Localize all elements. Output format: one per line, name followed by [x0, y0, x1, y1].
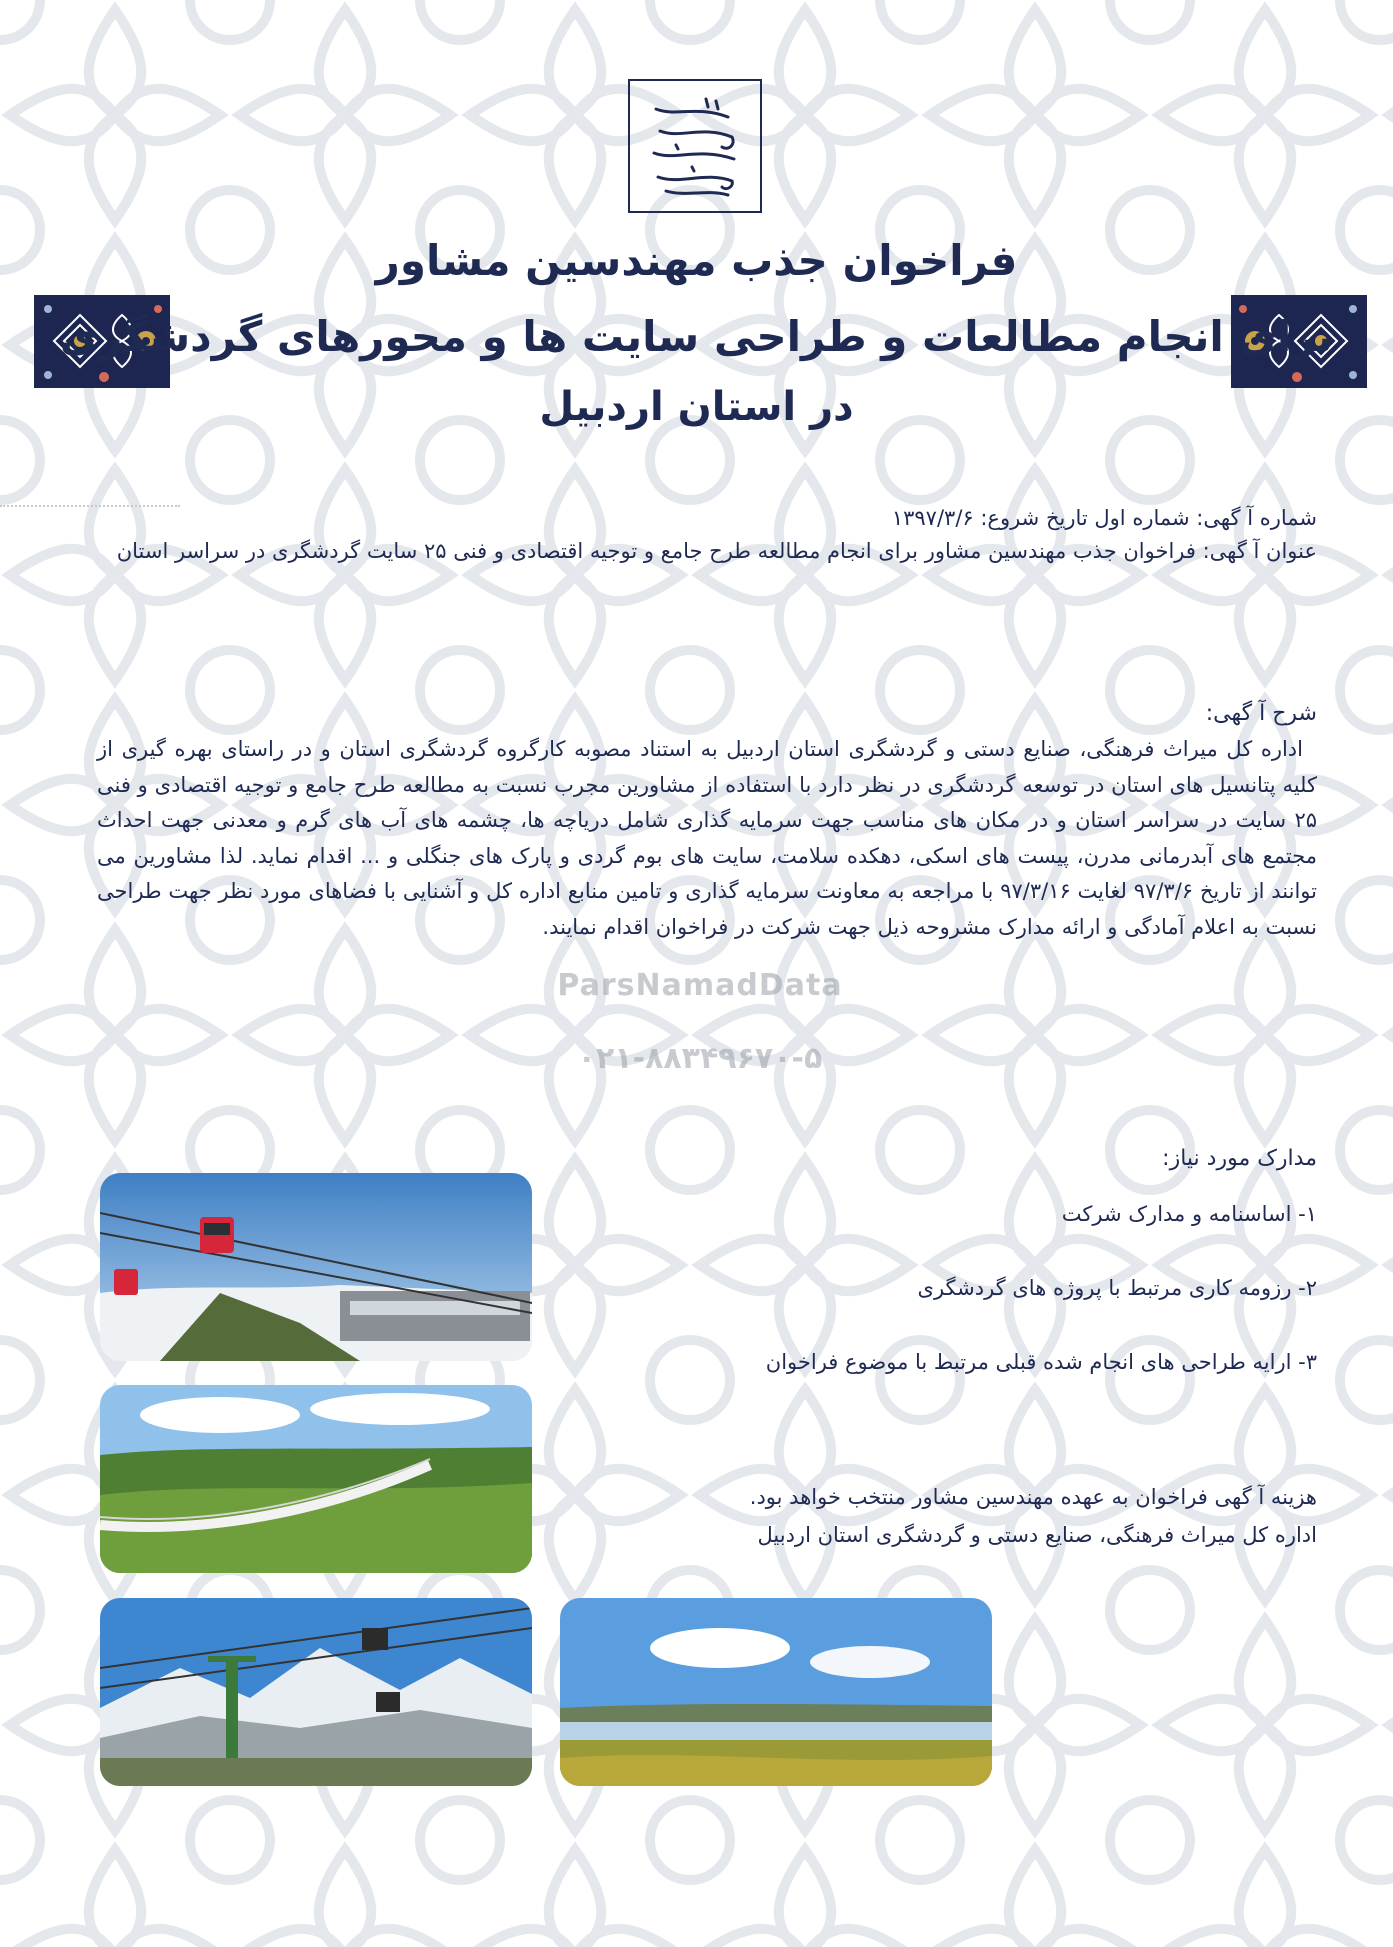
- photo-suspension-bridge: [100, 1385, 532, 1573]
- title-line-3: در استان اردبیل: [539, 384, 854, 430]
- photo-lake: [560, 1598, 992, 1786]
- list-item: ۲- رزومه کاری مرتبط با پروژه های گردشگری: [917, 1276, 1317, 1300]
- title-line-1: فراخوان جذب مهندسین مشاور: [375, 236, 1018, 285]
- photo-gondola: [100, 1173, 532, 1361]
- notice-meta: [97, 502, 1317, 568]
- description-title: شرح آ گهی:: [1205, 701, 1317, 726]
- list-item: ۱- اساسنامه و مدارک شرکت: [1061, 1202, 1317, 1226]
- signature-line: اداره کل میراث فرهنگی، صنایع دستی و گردشگری استان اردبیل: [757, 1523, 1317, 1547]
- footer-note: [677, 1478, 1317, 1554]
- notice-number: شماره آ گهی: شماره اول تاریخ شروع: ۱۳۹۷/۳/۶: [891, 506, 1317, 530]
- photo-chairlift: [100, 1598, 532, 1786]
- watermark: [510, 968, 890, 1076]
- watermark-phone: ۰۲۱-۸۸۳۴۹۶۷۰-۵: [577, 1041, 823, 1076]
- watermark-brand: ParsNamadData: [557, 968, 843, 1003]
- calligraphy-logo-icon: [636, 87, 754, 205]
- organization-logo: [628, 79, 762, 213]
- notice-subject: عنوان آ گهی: فراخوان جذب مهندسین مشاور برای انجام مطالعه طرح جامع و توجیه اقتصادی و فنی ۲۵ سایت گردشگری در سراسر استان: [116, 539, 1317, 563]
- list-item: ۳- ارایه طراحی های انجام شده قبلی مرتبط با موضوع فراخوان: [765, 1350, 1317, 1374]
- description-body: اداره کل میراث فرهنگی، صنایع دستی و گردشگری استان اردبیل به استناد مصوبه کارگروه گردشگری استان و در راستای بهره گیری از کلیه پتانسیل های استان در توسعه گردشگری در نظر دارد با استفاده از مشاورین مجرب نسبت به مطالعه طرح جامع و توجیه اقتصادی و فنی ۲۵ سایت در سراسر استان و در مکان های مناسب جهت سرمایه گذاری شامل دریاچه ها، چشمه های آب های گرم و معدنی جهت احداث مجتمع های آبدرمانی مدرن، پیست های اسکی، دهکده سلامت، سایت های بوم گردی و پارک های جنگلی و ... اقدام نماید. لذا مشاورین می توانند از تاریخ ۹۷/۳/۶ لغایت ۹۷/۳/۱۶ با مراجعه به معاونت سرمایه گذاری و تامین منابع اداره کل و آشنایی با فضاهای مورد نظر جهت طراحی نسبت به اعلام آمادگی و ارائه مدارک مشروحه ذیل جهت شرکت در فراخوان اقدام نمایند.: [97, 737, 1317, 939]
- cost-line: هزینه آ گهی فراخوان به عهده مهندسین مشاور منتخب خواهد بود.: [749, 1485, 1317, 1509]
- documents-list: [677, 1198, 1317, 1420]
- documents-title: مدارک مورد نیاز:: [1162, 1146, 1317, 1171]
- title-line-2: برای انجام مطالعات و طراحی سایت ها و محورهای گردشگری: [59, 312, 1334, 361]
